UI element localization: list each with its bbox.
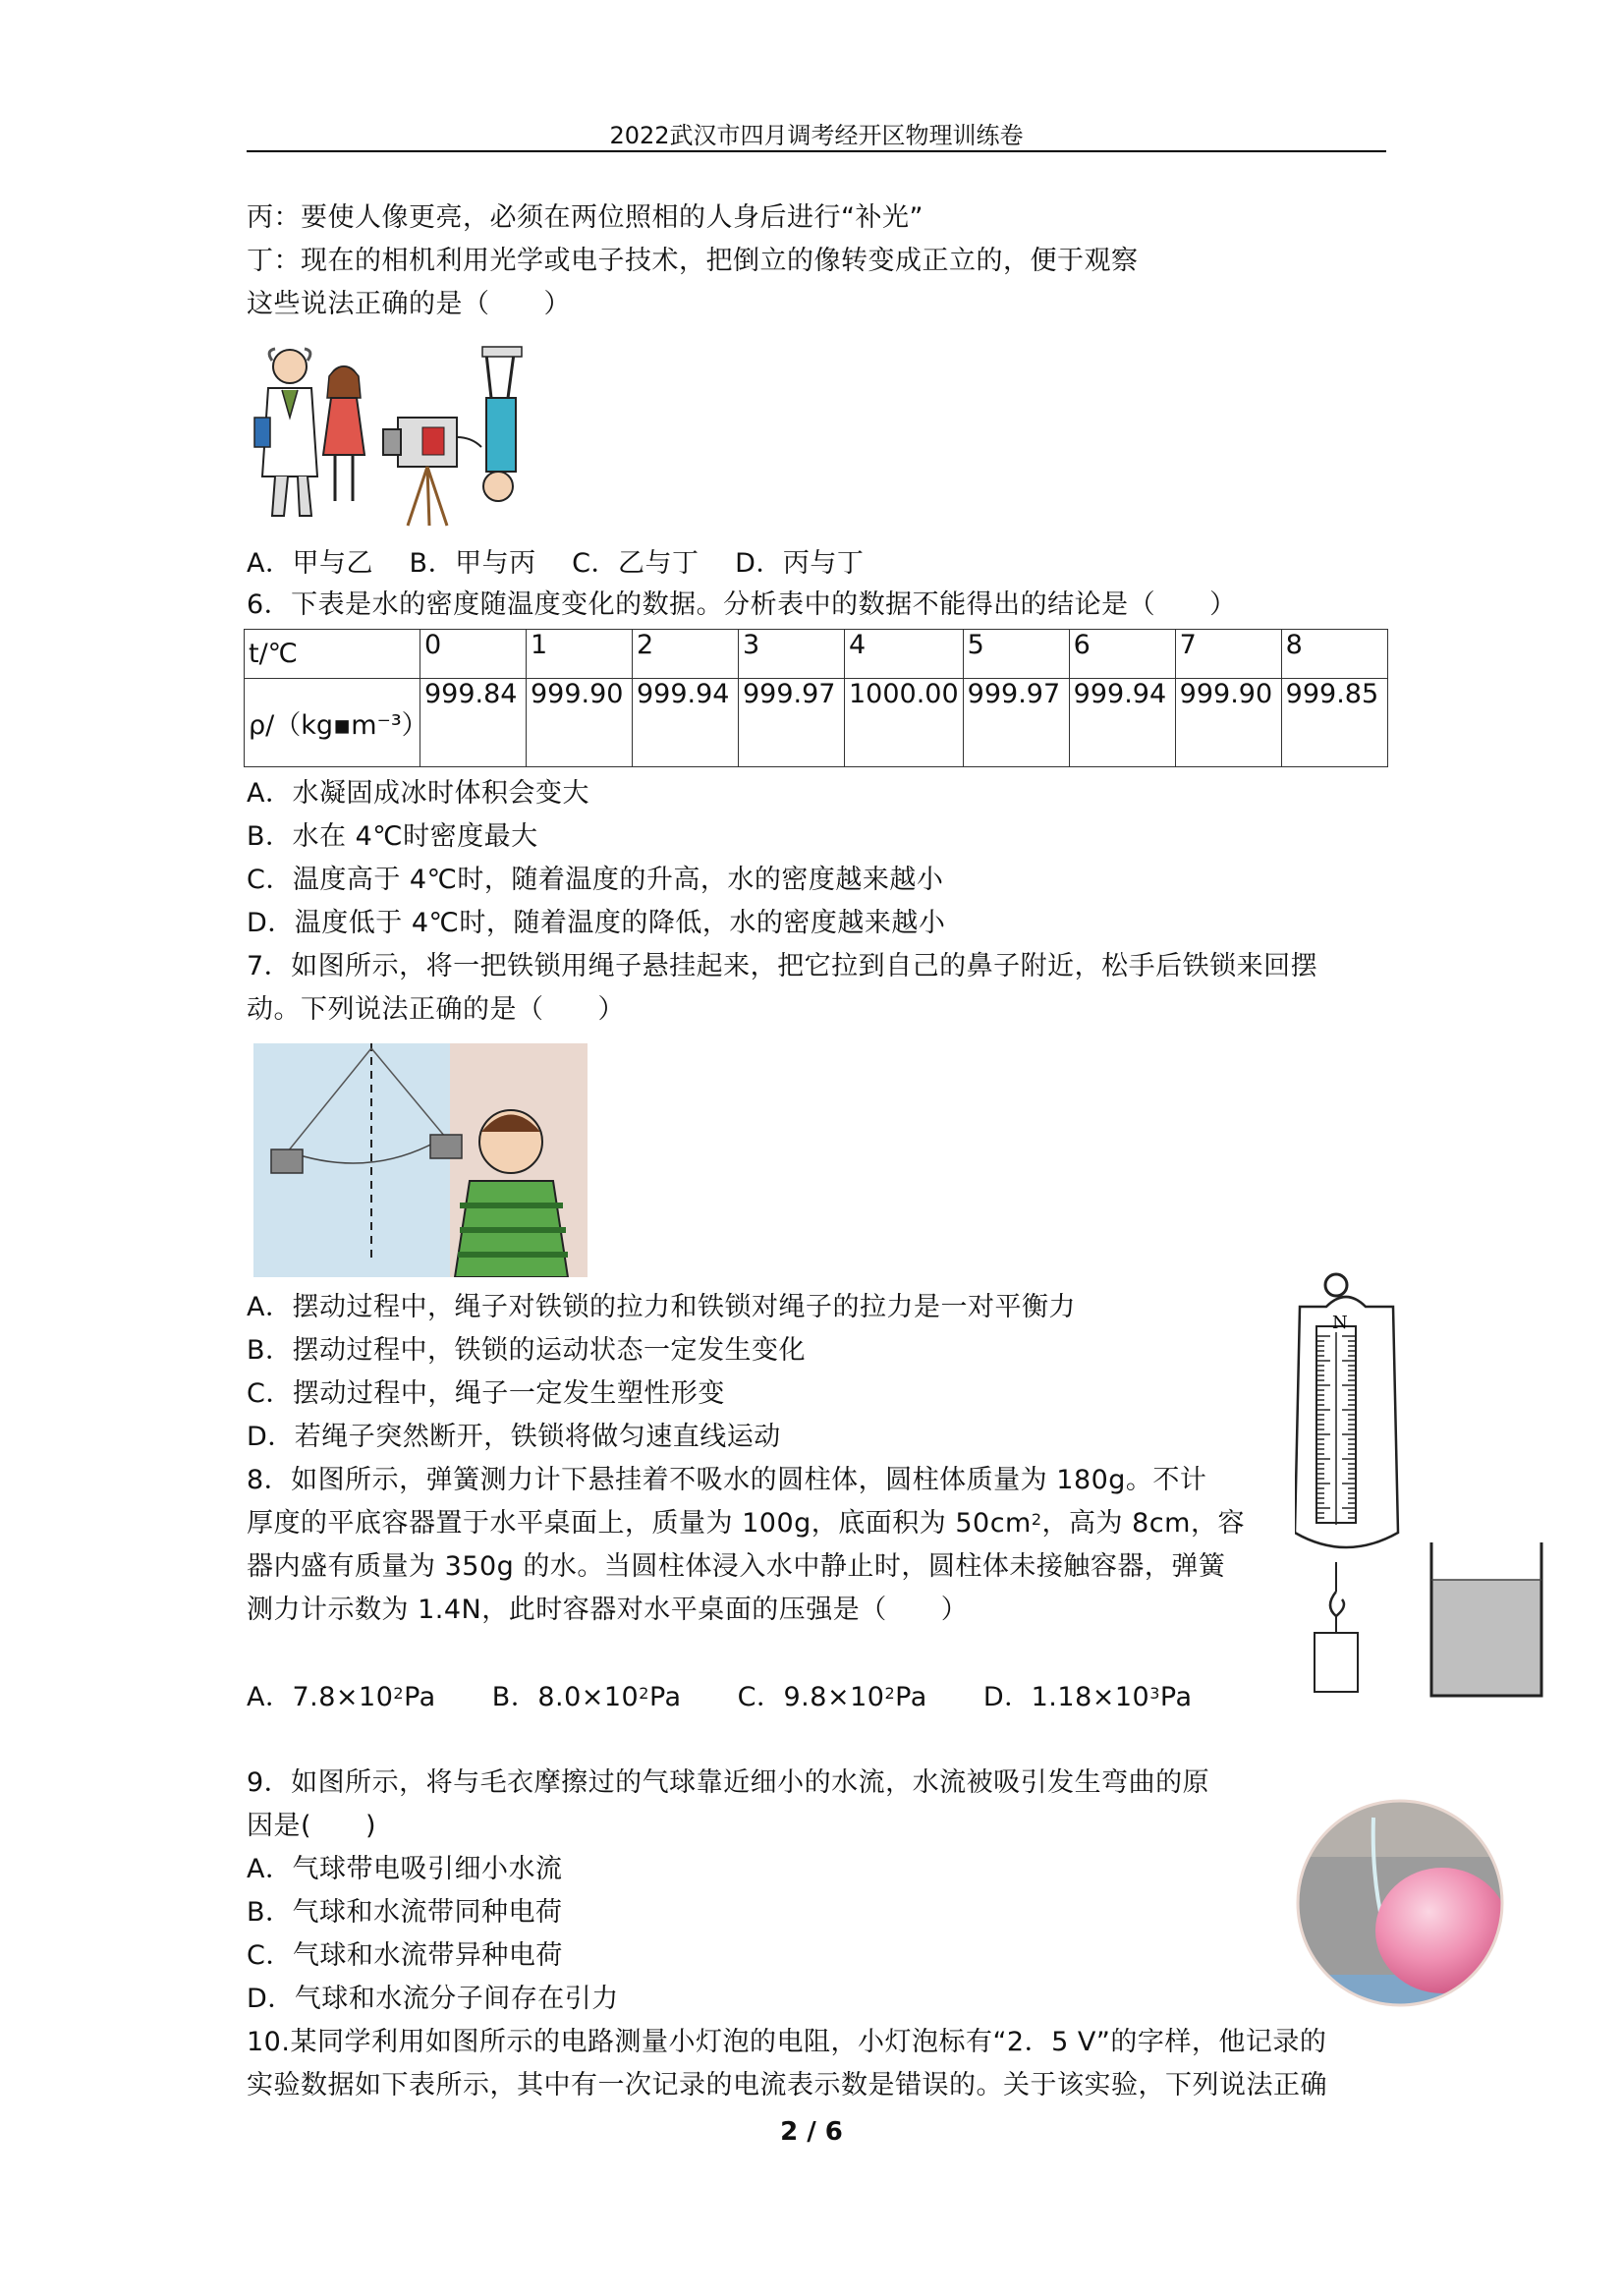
- table-cell: 999.97: [963, 679, 1069, 767]
- table-cell: 999.84: [420, 679, 527, 767]
- q7-option-a: A．摆动过程中，绳子对铁锁的拉力和铁锁对绳子的拉力是一对平衡力: [247, 1292, 1076, 1322]
- balloon-photo: [1295, 1798, 1505, 2008]
- table-cell: 0: [420, 630, 527, 679]
- q10-line-1: 10.某同学利用如图所示的电路测量小灯泡的电阻，小灯泡标有“2．5 V”的字样，他记录的: [247, 2027, 1327, 2057]
- q6-option-d: D．温度低于 4℃时，随着温度的降低，水的密度越来越小: [247, 908, 946, 938]
- table-cell: 999.94: [1069, 679, 1175, 767]
- table-header-cell: ρ/（kg▪m⁻³）: [245, 679, 420, 767]
- density-table: [244, 629, 1388, 767]
- q6-option-a: A．水凝固成冰时体积会变大: [247, 778, 589, 809]
- table-cell: 1: [527, 630, 633, 679]
- header-rule: [247, 150, 1386, 152]
- table-cell: 2: [633, 630, 739, 679]
- q5-line-bing: 丙：要使人像更亮，必须在两位照相的人身后进行“补光”: [247, 202, 923, 233]
- q8-line-3: 器内盛有质量为 350g 的水。当圆柱体浸入水中静止时，圆柱体未接触容器，弹簧: [247, 1551, 1226, 1582]
- hook-icon: [1330, 1592, 1344, 1616]
- lock-icon: [430, 1135, 462, 1158]
- camera-icon: [383, 418, 481, 526]
- q5-line-ding: 丁：现在的相机利用光学或电子技术，把倒立的像转变成正立的，便于观察: [247, 246, 1139, 276]
- q8-option-a: A．$7.8\times 10^2Pa$: [247, 1682, 436, 1712]
- table-cell: 999.97: [739, 679, 845, 767]
- page-header: 2022武汉市四月调考经开区物理训练卷: [609, 122, 1024, 149]
- table-cell: 8: [1281, 630, 1387, 679]
- q7-stem-1: 7．如图所示，将一把铁锁用绳子悬挂起来，把它拉到自己的鼻子附近，松手后铁锁来回摆: [247, 951, 1318, 981]
- scale-letter: N: [1332, 1313, 1348, 1333]
- table-cell: 999.90: [527, 679, 633, 767]
- q6-stem: 6．下表是水的密度随温度变化的数据。分析表中的数据不能得出的结论是（ ）: [247, 589, 1237, 620]
- q9-option-b: B．气球和水流带同种电荷: [247, 1897, 563, 1928]
- q8-line-4: 测力计示数为 1.4N，此时容器对水平桌面的压强是（ ）: [247, 1595, 969, 1625]
- camera-figure: [251, 339, 555, 531]
- q10-line-2: 实验数据如下表所示，其中有一次记录的电流表示数是错误的。关于该实验，下列说法正确: [247, 2070, 1327, 2100]
- q8-options: [247, 1680, 1193, 1715]
- q8-line-2: 厚度的平底容器置于水平桌面上，质量为 100g，底面积为 $50cm^2$，高为 8cm，容: [247, 1508, 1245, 1539]
- q5-prompt: 这些说法正确的是（ ）: [247, 289, 571, 319]
- table-cell: 999.85: [1281, 679, 1387, 767]
- q8-option-b: B．$8.0\times 10^2Pa$: [491, 1682, 682, 1712]
- pendulum-figure: [253, 1043, 588, 1277]
- q7-stem-2: 动。下列说法正确的是（ ）: [247, 994, 625, 1025]
- table-cell: 3: [739, 630, 845, 679]
- inverted-image-figure: [482, 347, 522, 501]
- table-cell: 6: [1069, 630, 1175, 679]
- q7-option-c: C．摆动过程中，绳子一定发生塑性形变: [247, 1378, 725, 1409]
- q7-option-b: B．摆动过程中，铁锁的运动状态一定发生变化: [247, 1335, 807, 1366]
- table-row: [245, 630, 1388, 679]
- spring-scale-figure: [1295, 1267, 1403, 1700]
- page-number: 2 / 6: [780, 2117, 843, 2147]
- lock-icon: [271, 1149, 303, 1173]
- table-cell: 999.94: [633, 679, 739, 767]
- table-cell: 5: [963, 630, 1069, 679]
- q8-option-c: C．$9.8\times 10^2Pa$: [737, 1682, 927, 1712]
- q9-option-a: A．气球带电吸引细小水流: [247, 1854, 563, 1884]
- q9-option-d: D．气球和水流分子间存在引力: [247, 1984, 619, 2014]
- girl-figure: [323, 366, 364, 501]
- q9-option-c: C．气球和水流带异种电荷: [247, 1940, 563, 1971]
- q6-option-b: B．水在 4℃时密度最大: [247, 821, 538, 852]
- table-cell: 7: [1175, 630, 1281, 679]
- q6-option-c: C．温度高于 4℃时，随着温度的升高，水的密度越来越小: [247, 865, 944, 895]
- container-figure: [1429, 1540, 1547, 1698]
- q5-options: A．甲与乙 B．甲与丙 C．乙与丁 D．丙与丁: [247, 548, 865, 579]
- q8-option-d: D．$1.18\times 10^3Pa$: [982, 1682, 1193, 1712]
- table-cell: 999.90: [1175, 679, 1281, 767]
- q7-option-d: D．若绳子突然断开，铁锁将做匀速直线运动: [247, 1422, 781, 1452]
- table-row: [245, 679, 1388, 767]
- table-cell: 1000.00: [845, 679, 964, 767]
- ring-icon: [1325, 1274, 1347, 1296]
- cylinder: [1315, 1633, 1358, 1692]
- q8-line-1: 8．如图所示，弹簧测力计下悬挂着不吸水的圆柱体，圆柱体质量为 180g。不计: [247, 1465, 1207, 1495]
- table-cell: 4: [845, 630, 964, 679]
- table-header-cell: t/℃: [245, 630, 420, 679]
- old-man-figure: [254, 349, 317, 516]
- q9-line-1: 9．如图所示，将与毛衣摩擦过的气球靠近细小的水流，水流被吸引发生弯曲的原: [247, 1767, 1210, 1798]
- balloon: [1375, 1868, 1505, 1993]
- q9-line-2: 因是( ): [247, 1811, 377, 1841]
